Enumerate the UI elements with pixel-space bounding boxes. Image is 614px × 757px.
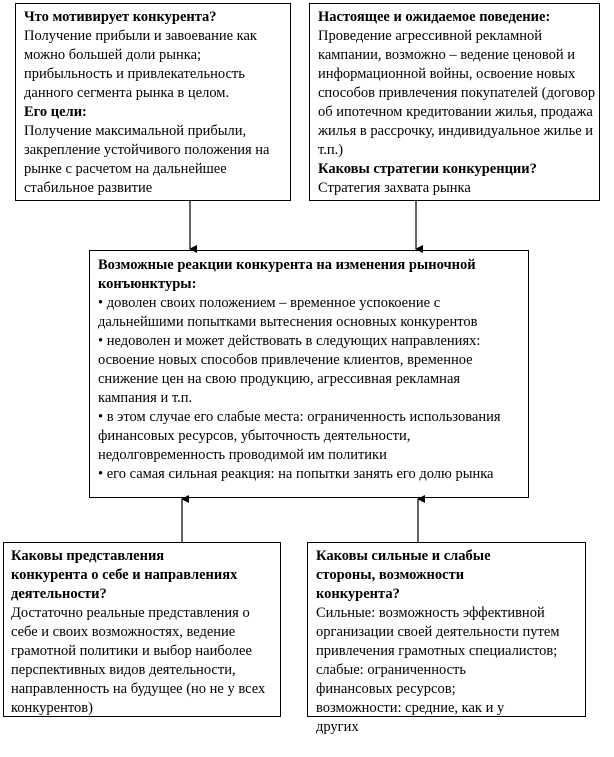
- bottom-left-text: [11, 547, 279, 718]
- reaction-item: • в этом случае его слабые места: ограниченность использования финансовых ресурсов, убыточность деятельности, недолговременность проводимой им политики: [98, 409, 501, 463]
- behavior-question: Настоящее и ожидаемое поведение:: [318, 9, 551, 25]
- strategy-question: Каковы стратегии конкуренции?: [318, 161, 537, 177]
- self-image-answer: Достаточно реальные представления о себе и своих возможностях, ведение грамотной политики и выбор наиболее перспективных видов деятельности, направленность на будущее (но не у всех конкурентов): [11, 605, 266, 716]
- reactions-title: Возможные реакции конкурента на изменения рыночной конъюнктуры:: [98, 257, 476, 292]
- bottom-right-text: [316, 547, 578, 737]
- reaction-item: • недоволен и может действовать в следующих направлениях: освоение новых способов привлечение клиентов, временное снижение цен на свою продукцию, агрессивная рекламная кампания и т.п.: [98, 333, 481, 406]
- reaction-item: • его самая сильная реакция: на попытки занять его долю рынка: [98, 466, 494, 482]
- strategy-answer: Стратегия захвата рынка: [318, 180, 471, 196]
- motivation-question: Что мотивирует конкурента?: [24, 9, 217, 25]
- goals-answer: Получение максимальной прибыли, закрепление устойчивого положения на рынке с расчетом на дальнейшее стабильное развитие: [24, 123, 270, 196]
- strengths-question: Каковы сильные и слабые стороны, возможности конкурента?: [316, 548, 491, 602]
- top-left-text: [24, 8, 286, 198]
- weaknesses-answer: слабые: ограниченность финансовых ресурсов;: [316, 662, 466, 697]
- reaction-item: • доволен своих положением – временное успокоение с дальнейшими попытками вытеснения основных конкурентов: [98, 295, 478, 330]
- center-text: [98, 256, 518, 484]
- self-image-question: Каковы представления конкурента о себе и направлениях деятельности?: [11, 548, 238, 602]
- strengths-answer: Сильные: возможность эффективной организации своей деятельности путем привлечения грамотных специалистов;: [316, 605, 560, 659]
- goals-question: Его цели:: [24, 104, 87, 120]
- top-right-text: [318, 8, 596, 198]
- behavior-answer: Проведение агрессивной рекламной кампании, возможно – ведение ценовой и информационной войны, освоение новых способов привлечения покупателей (договор об ипотечном кредитовании жилья, продажа жилья в рассрочку, индивидуальное жилье и т.п.): [318, 28, 596, 158]
- opportunities-answer: возможности: средние, как и у других: [316, 700, 505, 735]
- motivation-answer: Получение прибыли и завоевание как можно большей доли рынка; прибыльность и привлекательность данного сегмента рынка в целом.: [24, 28, 257, 101]
